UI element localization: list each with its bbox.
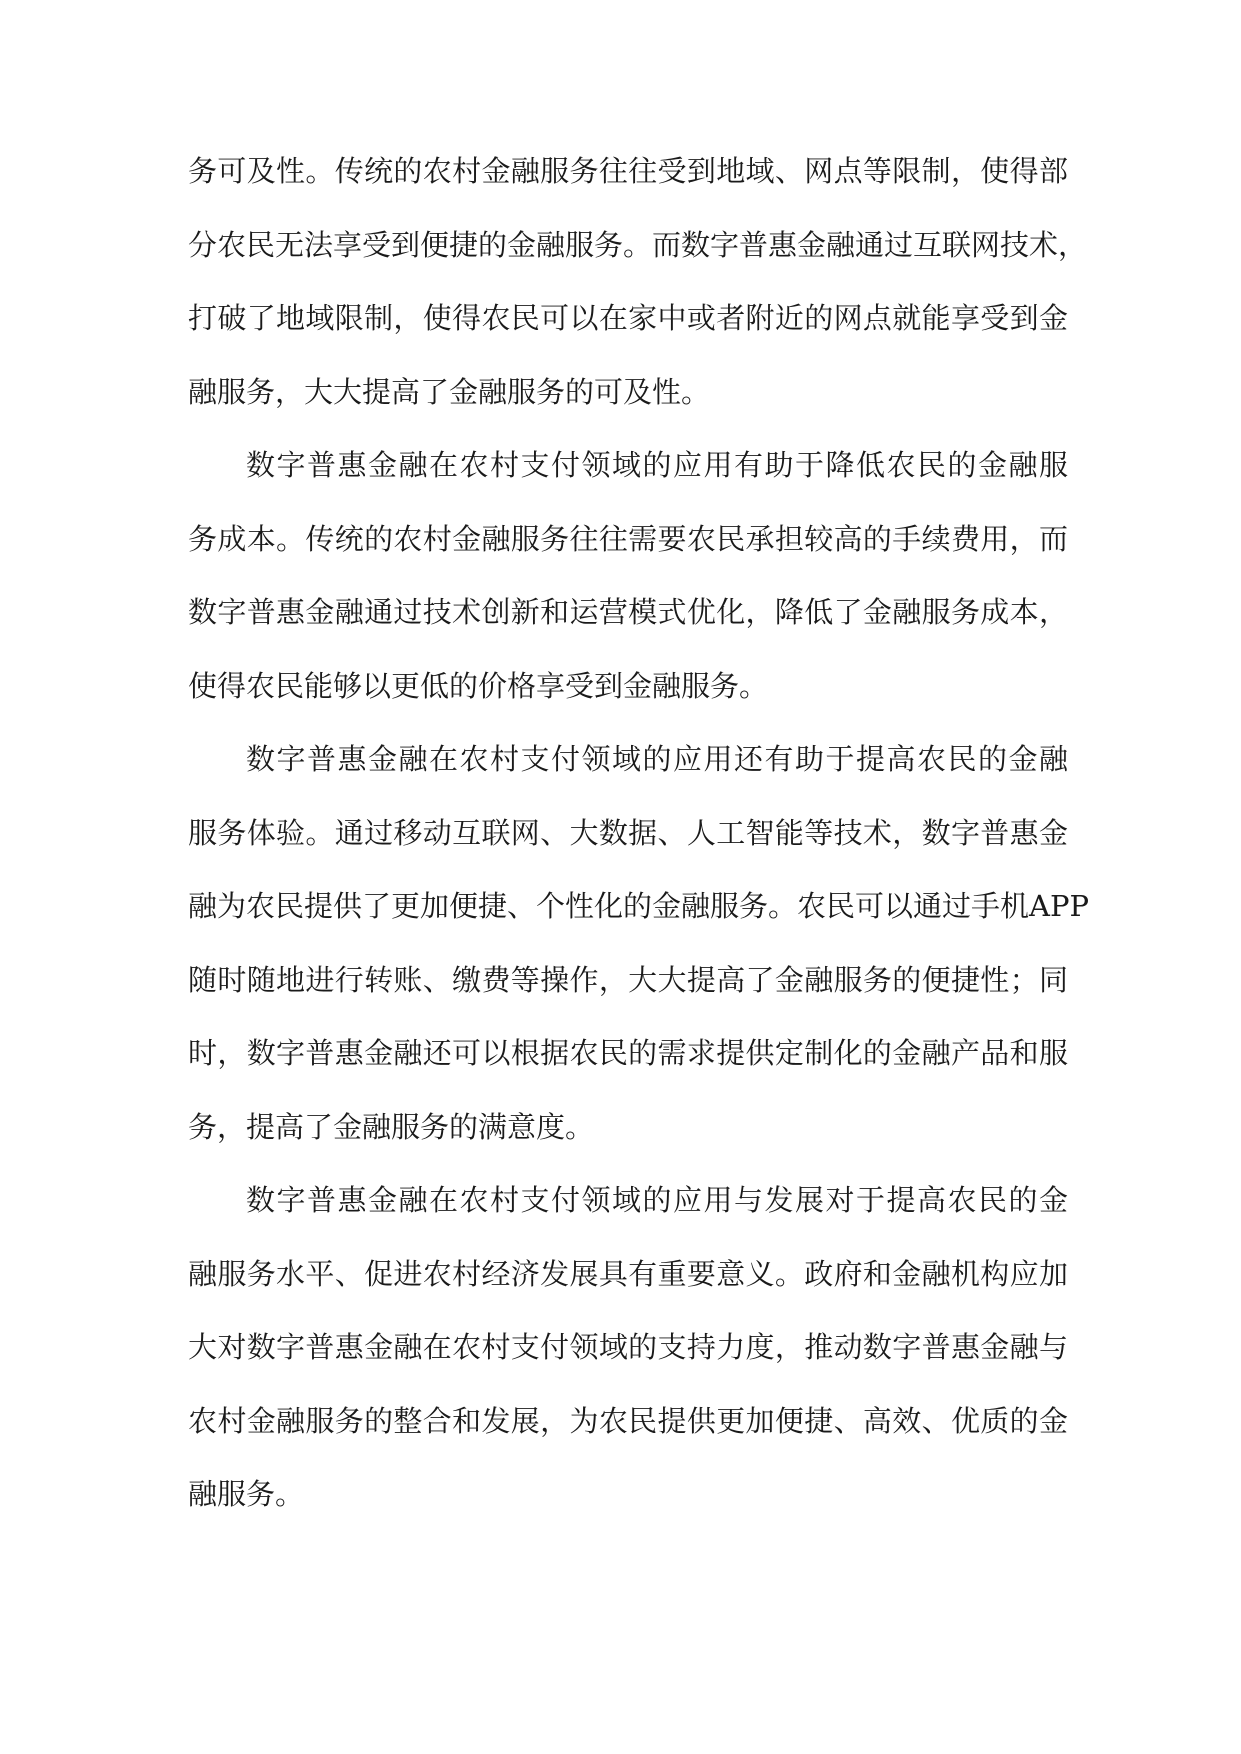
text-line: 融为农民提供了更加便捷、个性化的金融服务。农民可以通过手机APP xyxy=(188,889,1089,923)
text-line: 分农民无法享受到便捷的金融服务。而数字普惠金融通过互联网技术， xyxy=(188,227,1088,262)
text-line: 数字普惠金融通过技术创新和运营模式优化，降低了金融服务成本， xyxy=(188,595,1068,629)
text-line: 数字普惠金融在农村支付领域的应用有助于降低农民的金融服 xyxy=(246,448,1068,482)
text-line: 农村金融服务的整合和发展，为农民提供更加便捷、高效、优质的金 xyxy=(188,1403,1068,1438)
text-line: 服务体验。通过移动互联网、大数据、人工智能等技术，数字普惠金 xyxy=(188,815,1068,850)
text-line: 融服务水平、促进农村经济发展具有重要意义。政府和金融机构应加 xyxy=(188,1256,1068,1291)
paragraph xyxy=(188,142,1088,436)
document-body xyxy=(188,142,1089,1539)
text-line: 时，数字普惠金融还可以根据农民的需求提供定制化的金融产品和服 xyxy=(188,1036,1068,1070)
text-line: 数字普惠金融在农村支付领域的应用还有助于提高农民的金融 xyxy=(246,742,1068,776)
text-line: 打破了地域限制，使得农民可以在家中或者附近的网点就能享受到金 xyxy=(188,301,1068,335)
text-line: 融服务，大大提高了金融服务的可及性。 xyxy=(188,374,711,409)
text-line: 务可及性。传统的农村金融服务往往受到地域、网点等限制，使得部 xyxy=(188,154,1068,188)
paragraph xyxy=(188,730,1089,1171)
text-line: 务，提高了金融服务的满意度。 xyxy=(188,1109,595,1144)
text-line: 使得农民能够以更低的价格享受到金融服务。 xyxy=(188,668,769,703)
text-line: 务成本。传统的农村金融服务往往需要农民承担较高的手续费用，而 xyxy=(188,521,1068,556)
text-line: 融服务。 xyxy=(188,1477,305,1511)
paragraph xyxy=(188,436,1068,730)
text-line: 数字普惠金融在农村支付领域的应用与发展对于提高农民的金 xyxy=(246,1183,1068,1217)
paragraph xyxy=(188,1171,1068,1539)
text-line: 大对数字普惠金融在农村支付领域的支持力度，推动数字普惠金融与 xyxy=(188,1330,1068,1364)
text-line: 随时随地进行转账、缴费等操作，大大提高了金融服务的便捷性；同 xyxy=(188,962,1068,997)
